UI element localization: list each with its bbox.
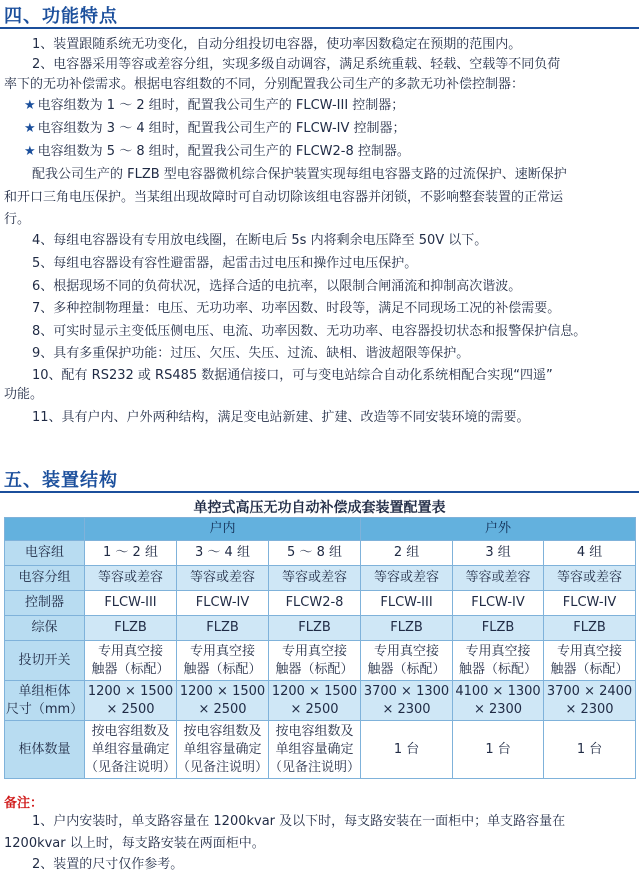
table-cell: 3700 × 2400 × 2300 bbox=[544, 681, 636, 721]
feature-2-line1: 2、电容器采用等容或差容分组，实现多级自动调容，满足系统重载、轻载、空载等不同负荷 bbox=[32, 57, 561, 72]
feature-2-line2: 率下的无功补偿需求。根据电容组数的不同，分别配置我公司生产的多款无功补偿控制器： bbox=[4, 77, 525, 92]
row-label-switch: 投切开关 bbox=[5, 641, 85, 681]
feature-9: 9、具有多重保护功能：过压、欠压、失压、过流、缺相、谐波超限等保护。 bbox=[32, 346, 470, 361]
table-row bbox=[5, 616, 636, 641]
note-1-line2: 1200kvar 以上时，每支路安装在两面柜中。 bbox=[4, 836, 265, 851]
feature-1: 1、装置跟随系统无功变化，自动分组投切电容器，使功率因数稳定在预期的范围内。 bbox=[32, 37, 522, 52]
section-5-divider bbox=[0, 491, 639, 493]
table-cell: 等容或差容 bbox=[361, 566, 453, 591]
section-4-title: 四、功能特点 bbox=[4, 6, 118, 27]
table-cell: FLZB bbox=[544, 616, 636, 641]
table-cell: 专用真空接 触器（标配） bbox=[85, 641, 177, 681]
table-cell: FLCW-IV bbox=[544, 591, 636, 616]
table-cell: 等容或差容 bbox=[453, 566, 544, 591]
feature-6: 6、根据现场不同的负荷状况，选择合适的电抗率，以限制合闸涌流和抑制高次谐波。 bbox=[32, 279, 522, 294]
table-cell: 专用真空接 触器（标配） bbox=[453, 641, 544, 681]
table-cell: 等容或差容 bbox=[269, 566, 361, 591]
table-row bbox=[5, 721, 636, 779]
table-cell: FLZB bbox=[361, 616, 453, 641]
section-4-divider bbox=[0, 27, 639, 29]
header-outdoor: 户外 bbox=[361, 518, 636, 541]
feature-10-line1: 10、配有 RS232 或 RS485 数据通信接口，可与变电站综合自动化系统相配合实现“四遥” bbox=[32, 368, 553, 383]
table-cell: 1 台 bbox=[361, 721, 453, 779]
table-header-row bbox=[5, 518, 636, 541]
table-cell: 1200 × 1500 × 2500 bbox=[85, 681, 177, 721]
table-cell: 5 ～ 8 组 bbox=[269, 541, 361, 566]
controller-option-1 bbox=[24, 96, 404, 116]
controller-option-3-text: 电容组数为 5 ～ 8 组时，配置我公司生产的 FLCW2-8 控制器。 bbox=[37, 144, 410, 159]
table-cell: 等容或差容 bbox=[85, 566, 177, 591]
table-cell: 1 台 bbox=[544, 721, 636, 779]
feature-3-line1: 配我公司生产的 FLZB 型电容器微机综合保护装置实现每组电容器支路的过流保护、速断保护 bbox=[32, 167, 567, 182]
header-blank-cell bbox=[5, 518, 85, 541]
table-cell: FLCW-IV bbox=[177, 591, 269, 616]
controller-option-1-text: 电容组数为 1 ～ 2 组时，配置我公司生产的 FLCW-III 控制器； bbox=[37, 98, 405, 113]
table-cell: 按电容组数及 单组容量确定 （见备注说明） bbox=[269, 721, 361, 779]
table-cell: 专用真空接 触器（标配） bbox=[361, 641, 453, 681]
feature-7: 7、多种控制物理量：电压、无功功率、功率因数、时段等，满足不同现场工况的补偿需要。 bbox=[32, 301, 561, 316]
config-table bbox=[4, 517, 636, 779]
star-icon: ★ bbox=[24, 144, 36, 159]
feature-3-line2: 和开口三角电压保护。当某组出现故障时可自动切除该组电容器并闭锁，不影响整套装置的正常运 bbox=[4, 190, 564, 205]
feature-11: 11、具有户内、户外两种结构，满足变电站新建、扩建、改造等不同安装环境的需要。 bbox=[32, 410, 530, 425]
table-title: 单控式高压无功自动补偿成套装置配置表 bbox=[193, 500, 446, 516]
table-row bbox=[5, 591, 636, 616]
header-indoor: 户内 bbox=[85, 518, 361, 541]
feature-10-line2: 功能。 bbox=[4, 387, 44, 402]
note-1-line1: 1、户内安装时，单支路容量在 1200kvar 及以下时，每支路安装在一面柜中；单支路容量在 bbox=[32, 814, 566, 829]
table-cell: 按电容组数及 单组容量确定 （见备注说明） bbox=[85, 721, 177, 779]
notes-title: 备注： bbox=[4, 796, 44, 811]
table-row bbox=[5, 641, 636, 681]
table-cell: FLCW-III bbox=[361, 591, 453, 616]
star-icon: ★ bbox=[24, 98, 36, 113]
table-cell: FLZB bbox=[177, 616, 269, 641]
table-cell: FLCW-III bbox=[85, 591, 177, 616]
feature-4: 4、每组电容器设有专用放电线圈，在断电后 5s 内将剩余电压降至 50V 以下。 bbox=[32, 233, 488, 248]
table-cell: FLZB bbox=[85, 616, 177, 641]
row-label-protection: 综保 bbox=[5, 616, 85, 641]
table-cell: 3 ～ 4 组 bbox=[177, 541, 269, 566]
table-cell: 1 台 bbox=[453, 721, 544, 779]
table-cell: FLZB bbox=[269, 616, 361, 641]
row-label-capacitor-grouping: 电容分组 bbox=[5, 566, 85, 591]
row-label-capacitor-groups: 电容组 bbox=[5, 541, 85, 566]
table-cell: FLZB bbox=[453, 616, 544, 641]
table-cell: 专用真空接 触器（标配） bbox=[544, 641, 636, 681]
table-cell: 1200 × 1500 × 2500 bbox=[177, 681, 269, 721]
table-cell: 4100 × 1300 × 2300 bbox=[453, 681, 544, 721]
feature-3-line3: 行。 bbox=[4, 212, 31, 227]
table-cell: 3700 × 1300 × 2300 bbox=[361, 681, 453, 721]
controller-option-3 bbox=[24, 142, 410, 162]
table-cell: 专用真空接 触器（标配） bbox=[269, 641, 361, 681]
table-cell: 2 组 bbox=[361, 541, 453, 566]
feature-8: 8、可实时显示主变低压侧电压、电流、功率因数、无功功率、电容器投切状态和报警保护信息。 bbox=[32, 324, 587, 339]
table-row bbox=[5, 566, 636, 591]
controller-option-2-text: 电容组数为 3 ～ 4 组时，配置我公司生产的 FLCW-IV 控制器； bbox=[37, 121, 406, 136]
table-cell: 等容或差容 bbox=[544, 566, 636, 591]
table-cell: FLCW2-8 bbox=[269, 591, 361, 616]
note-2: 2、装置的尺寸仅作参考。 bbox=[32, 857, 184, 872]
table-cell: 等容或差容 bbox=[177, 566, 269, 591]
table-row bbox=[5, 681, 636, 721]
row-label-cabinet-count: 柜体数量 bbox=[5, 721, 85, 779]
table-cell: 专用真空接 触器（标配） bbox=[177, 641, 269, 681]
table-row bbox=[5, 541, 636, 566]
table-cell: 3 组 bbox=[453, 541, 544, 566]
table-cell: 4 组 bbox=[544, 541, 636, 566]
row-label-cabinet-size: 单组柜体 尺寸（mm） bbox=[5, 681, 85, 721]
row-label-controller: 控制器 bbox=[5, 591, 85, 616]
table-cell: 按电容组数及 单组容量确定 （见备注说明） bbox=[177, 721, 269, 779]
table-cell: FLCW-IV bbox=[453, 591, 544, 616]
star-icon: ★ bbox=[24, 121, 36, 136]
table-cell: 1 ～ 2 组 bbox=[85, 541, 177, 566]
table-cell: 1200 × 1500 × 2500 bbox=[269, 681, 361, 721]
controller-option-2 bbox=[24, 119, 406, 139]
feature-5: 5、每组电容器设有容性避雷器，起雷击过电压和操作过电压保护。 bbox=[32, 256, 418, 271]
section-5-title: 五、装置结构 bbox=[4, 470, 118, 491]
